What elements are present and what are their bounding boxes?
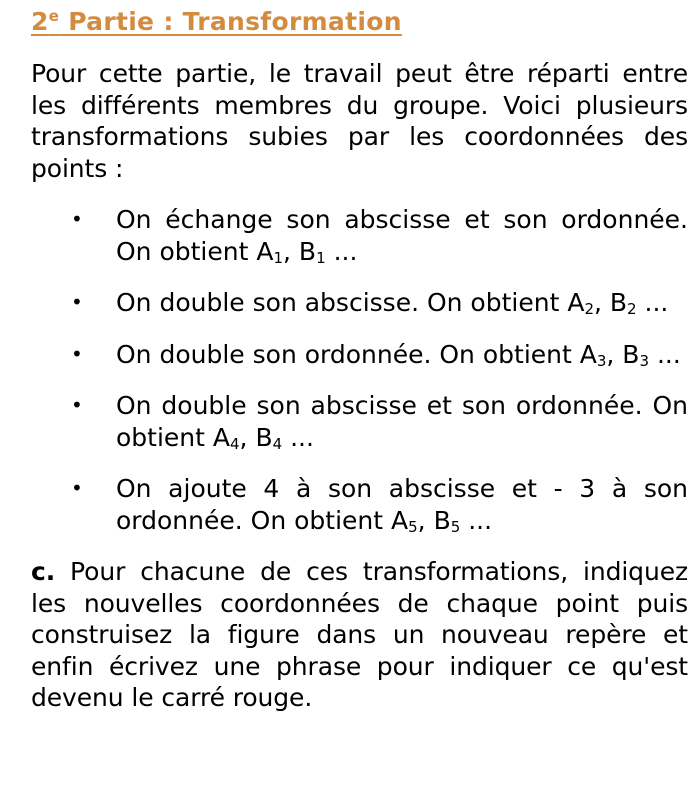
section-title: [31, 6, 688, 38]
point-b-label: B: [622, 339, 640, 369]
transformation-item: • On échange son abscisse et son ordonnée. On obtient $A_1$, $B_1$ ...: [71, 205, 688, 267]
ellipsis: ...: [282, 422, 314, 452]
section-title-number: 2: [31, 7, 49, 36]
point-a-index: 3: [596, 351, 607, 370]
point-a-index: 4: [230, 434, 240, 453]
bullet-icon: •: [71, 476, 83, 500]
ellipsis: ...: [460, 505, 493, 535]
bullet-icon: •: [71, 393, 83, 417]
point-a-index: 5: [408, 517, 418, 536]
point-a-label: A: [567, 288, 585, 317]
question-label: c.: [31, 557, 56, 586]
transformation-text: On double son ordonnée. On obtient: [116, 339, 580, 369]
transformation-item: • On double son abscisse et son ordonnée. On obtient $A_4$, $B_4$ ...: [71, 391, 688, 453]
point-a-index: 1: [273, 248, 284, 267]
point-a-index: 2: [584, 300, 594, 318]
point-a-label: A: [391, 505, 409, 535]
document-page: [31, 0, 688, 714]
transformation-item: • On double son abscisse. On obtient $A_2$, $B_2$ ...: [71, 288, 669, 318]
bullet-icon: •: [71, 341, 83, 366]
transformation-item: • On ajoute 4 à son abscisse et - 3 à son ordonnée. On obtient $A_5$, $B_5$ ...: [71, 474, 688, 536]
transformation-text: On ajoute 4 à son abscisse et - 3 à son ordonnée. On obtient: [116, 474, 688, 535]
ellipsis: ...: [325, 236, 358, 266]
point-b-index: 5: [450, 517, 461, 536]
question-text: Pour chacune de ces transformations, indiquez les nouvelles coordonnées de chaque point puis construisez la figure dans un nouveau repère et enfin écrivez une phrase pour indiquer ce qu'est devenu le carré rouge.: [31, 557, 688, 712]
ellipsis: ...: [649, 339, 681, 369]
point-b-label: B: [433, 505, 451, 535]
point-b-label: B: [298, 236, 317, 266]
question-c: [31, 556, 688, 714]
intro-paragraph: Pour cette partie, le travail peut être réparti entre les différents membres du groupe. Voici plusieurs transformations subies par les coordonnées des points :: [31, 59, 688, 183]
point-b-index: 3: [639, 351, 649, 370]
transformation-text: On échange son abscisse et son ordonnée. On obtient: [116, 205, 688, 266]
point-b-label: B: [609, 288, 628, 317]
bullet-icon: •: [71, 207, 83, 231]
point-a-label: A: [256, 236, 274, 266]
bullet-icon: •: [71, 290, 83, 314]
section-title-superscript: e: [48, 7, 60, 25]
point-a-label: A: [579, 339, 597, 369]
point-b-index: 1: [316, 248, 326, 267]
transformation-text: On double son abscisse et son ordonnée. On obtient: [116, 391, 688, 452]
point-b-index: 2: [627, 300, 637, 318]
section-title-text: Partie : Transformation: [59, 7, 402, 36]
ellipsis: ...: [636, 288, 669, 317]
transformation-item: • On double son ordonnée. On obtient $A_3$, $B_3$ ...: [71, 339, 681, 370]
transformation-list: [31, 204, 688, 536]
point-a-label: A: [212, 422, 230, 452]
transformation-text: On double son abscisse. On obtient: [116, 288, 568, 317]
point-b-label: B: [255, 422, 273, 452]
point-b-index: 4: [272, 434, 283, 453]
